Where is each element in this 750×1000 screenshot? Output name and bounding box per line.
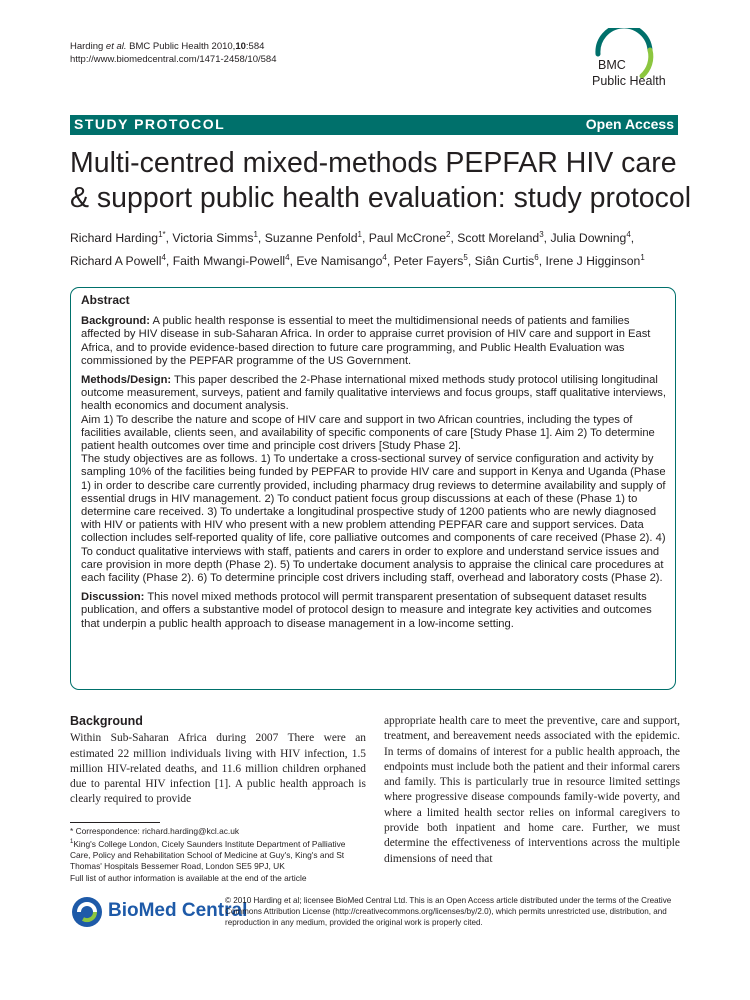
open-access-label: Open Access (585, 116, 674, 132)
affiliation-sup: 1 (70, 839, 74, 846)
citation-header (70, 40, 277, 66)
journal-logo-line2: Public Health (592, 74, 666, 88)
body-paragraph-left: Within Sub-Saharan Africa during 2007 There were an estimated 22 million individuals living with HIV infection, 1.5 million HIV-related deaths, and 11.6 million children orphaned due to parental HIV infection [1]. A public health approach is clearly required to provide (70, 732, 366, 806)
footnotes (70, 826, 366, 884)
citation-volume: 10 (235, 41, 246, 52)
article-url[interactable]: http://www.biomedcentral.com/1471-2458/10/584 (70, 54, 277, 65)
abstract-discussion-label: Discussion: (81, 591, 145, 604)
biomed-central-wordmark: BioMed Central (108, 900, 248, 921)
abstract-methods (81, 374, 669, 414)
author: Suzanne Penfold$^1$, (264, 230, 369, 246)
author: Richard A Powell$^4$, (70, 253, 173, 269)
body-paragraph-right: appropriate health care to meet the preventive, care and support, treatment, and bereavement needs associated with the epidemic. In terms of domains of interest for a public health approach, the endpoints must include both the patient and their informal carers and family. This is particularly true in resource limited settings where progressive disease compounds family-wide poverty, and where a limited health sector relies on informal caregivers to provide both inpatient and home care. Further, we must determine the effectiveness of interventions across the multiple dimensions of need that (384, 715, 680, 865)
abstract-aims: Aim 1) To describe the nature and scope of HIV care and support in two African countries, including the types of facilities available, clients seen, and availability of specific components of care [Study Phase 1]. Aim 2) To determine patient health outcomes over time and principle cost drivers [Study Phase 2]. (81, 413, 655, 453)
citation-year: 2010, (211, 41, 236, 52)
abstract-objectives: The study objectives are as follows. 1) To undertake a cross-sectional survey of service configuration and activity by sampling 10% of the facilities being funded by PEPFAR to provide HIV care and support in Kenya and Uganda (Phase 1) in order to describe care currently provided, including pharmacy drug reviews to determine availability and supply of essential drugs in HIV management. 2) To conduct patient focus group discussions at each of these (Phase 1) to determine care received. 3) To undertake a longitudinal prospective study of 1200 patients who are newly diagnosed with HIV or patients with HIV who present with a new problem attending PEPFAR care and support services. Data collection includes self-reported quality of life, core palliative outcomes and components of care received (Phase 2). 4) To conduct qualitative interviews with staff, patients and carers in order to explore and understand service issues and care provision in more depth (Phase 2). 5) To undertake document analysis to appraise the clinical care procedures at each facility (Phase 2). 6) To determine principle cost drivers including staff, overhead and laboratory costs (Phase 2). (81, 453, 666, 585)
body-column-right (384, 714, 680, 867)
journal-logo (580, 28, 690, 98)
journal-logo-line1: BMC (598, 58, 626, 72)
body-column-left (70, 714, 366, 808)
citation-etal: et al. (105, 41, 127, 52)
abstract-discussion-text: This novel mixed methods protocol will permit transparent presentation of subsequent dataset results publication, and offers a substantive model of protocol design to measure and integrate key activities and outcomes that underpin a public health approach to disease management in a low-income setting. (81, 591, 652, 630)
article-title: Multi-centred mixed-methods PEPFAR HIV care & support public health evaluation: study protocol (70, 147, 692, 214)
author: Julia Downing$^4$, (550, 230, 635, 246)
abstract-heading: Abstract (81, 293, 130, 307)
author: Richard Harding$^{1*}$, (70, 230, 173, 246)
correspondence-note: * Correspondence: richard.harding@kcl.ac.uk (70, 826, 240, 836)
abstract-background-label: Background: (81, 315, 150, 328)
author: Paul McCrone$^2$, (368, 230, 458, 246)
citation-line (70, 40, 277, 53)
author: Peter Fayers$^5$, (393, 253, 475, 269)
license-statement: © 2010 Harding et al; licensee BioMed Central Ltd. This is an Open Access article distributed under the terms of the Creative Commons Attribution License (http://creativecommons.org/licenses/by/2.0), which permits unrestricted use, distribution, and reproduction in any medium, provided the original work is properly cited. (225, 896, 672, 928)
author: Victoria Simms$^1$, (172, 230, 265, 246)
article-type-banner (70, 115, 678, 135)
footnote-divider (70, 822, 160, 823)
abstract-box (70, 287, 676, 690)
citation-journal: BMC Public Health (129, 41, 209, 52)
author-list (70, 225, 700, 271)
author: Faith Mwangi-Powell$^4$, (172, 253, 297, 269)
abstract-background (81, 315, 669, 368)
citation-author: Harding (70, 41, 104, 52)
section-heading-background: Background (70, 714, 143, 728)
biomed-central-icon (70, 895, 106, 931)
author-info-note: Full list of author information is available at the end of the article (70, 872, 307, 883)
author: Scott Moreland$^3$, (457, 230, 551, 246)
biomed-central-logo (70, 895, 248, 931)
article-type-label: STUDY PROTOCOL (74, 116, 226, 132)
affiliation-text: King's College London, Cicely Saunders Institute Department of Palliative Care, Policy and Rehabilitation School of Medicine at Guy's, King's and St Thomas' Hospitals Bessemer Road, London SE5 9PJ, UK (70, 839, 346, 872)
abstract-methods-text: This paper described the 2-Phase international mixed methods study protocol utilising longitudinal outcome measurement, surveys, patient and family qualitative interviews and focus groups, staff qualitative interviews, health economics and document analysis. (81, 374, 666, 413)
author: Irene J Higginson$^1$ (545, 253, 645, 269)
abstract-discussion (81, 591, 669, 631)
author: Eve Namisango$^4$, (296, 253, 394, 269)
affiliation-note (70, 837, 366, 872)
author: Siân Curtis$^6$, (474, 253, 546, 269)
abstract-methods-label: Methods/Design: (81, 374, 172, 387)
abstract-background-text: A public health response is essential to meet the multidimensional needs of patients and families affected by HIV disease in sub-Saharan Africa. In order to appraise curret provision of HIV care and support in East Africa, and to provide evidence-based direction to future care programming, and Public Health Evaluation was commissioned by the PEPFAR programme of the US Government. (81, 315, 651, 367)
citation-article: :584 (245, 41, 265, 52)
abstract-content (81, 294, 669, 631)
